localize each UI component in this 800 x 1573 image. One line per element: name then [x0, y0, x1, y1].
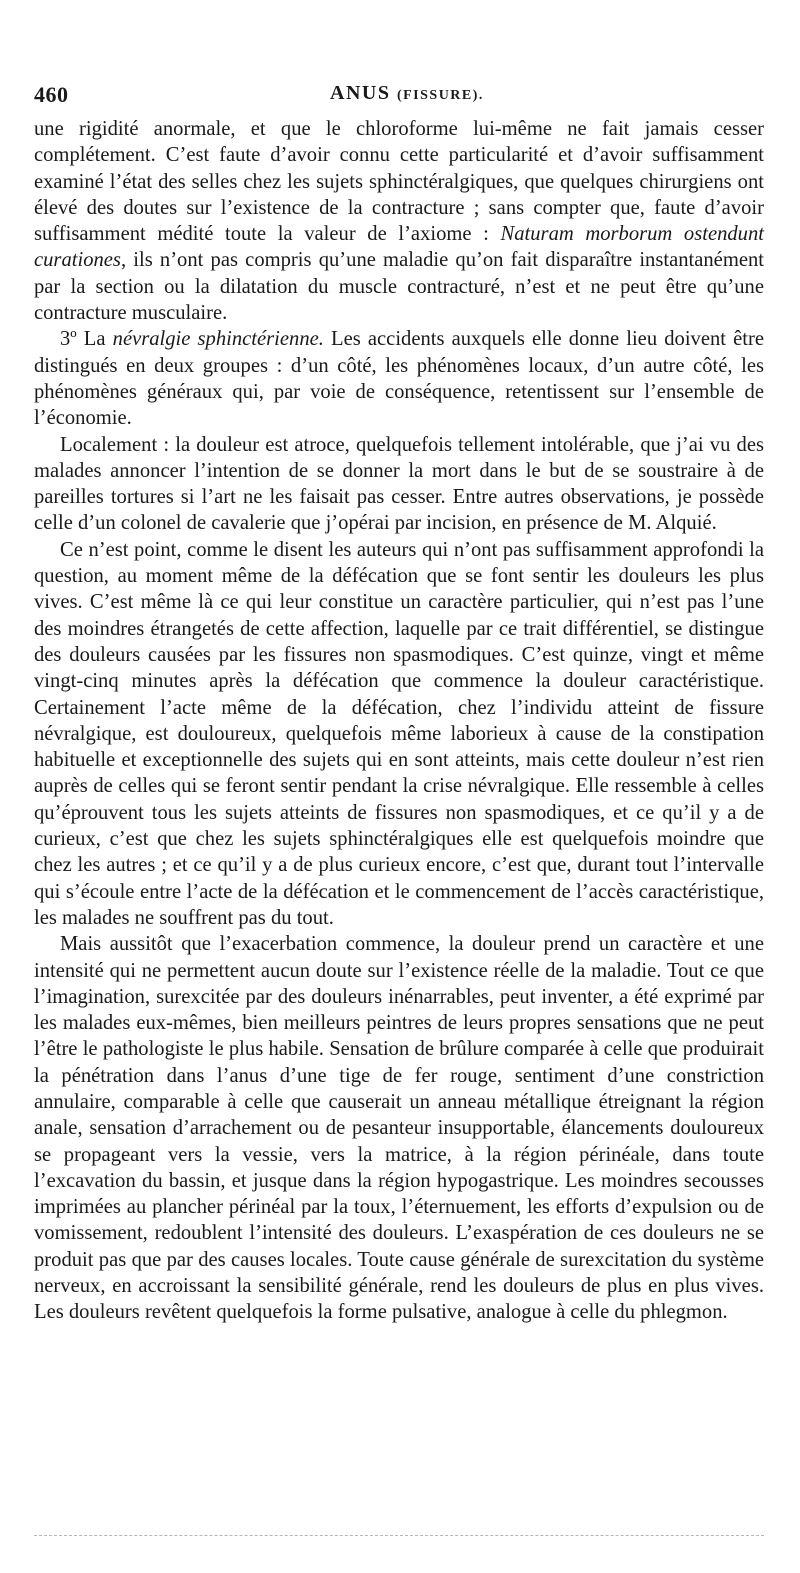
paragraph-4 [34, 537, 764, 931]
paragraph-5-text: Mais aussitôt que l’exacerbation commence, la douleur prend un caractère et une intensité qui ne permettent aucun doute sur l’existence réelle de la maladie. Tout ce que l’imagination, surexcitée par des douleurs inénarrables, peut inventer, a été exprimé par les malades eux-mêmes, bien meilleurs peintres de leurs propres sensations que ne peut l’être le pathologiste le plus habile. Sensation de brûlure comparée à celle que produirait la pénétration dans l’anus d’une tige de fer rouge, sentiment d’une constriction annulaire, comparable à celle que causerait un anneau métallique étreignant la région anale, sensation d’arrachement ou de pesanteur insupportable, élancements douloureux se propageant vers la vessie, vers la matrice, à la région périnéale, dans toute l’excavation du bassin, et jusque dans la région hypogastrique. Les moindres secousses imprimées au plancher périnéal par la toux, l’éternuement, les efforts d’expulsion ou de vomissement, redoublent l’intensité des douleurs. L’exaspération de ces douleurs ne se produit pas que par des causes locales. Toute cause générale de surexcitation du système nerveux, en accroissant la sensibilité générale, rend les douleurs de plus en plus vives. Les douleurs revêtent quelquefois la forme pulsative, analogue à celle du phlegmon. [34, 933, 764, 1324]
running-head-subtitle: (FISSURE). [396, 88, 484, 103]
page-number: 460 [34, 82, 69, 107]
paragraph-2 [34, 326, 764, 431]
latin-axiom: Naturam morborum ostendunt curationes [34, 223, 764, 272]
paragraph-1-text: une rigidité anormale, et que le chloroforme lui-même ne fait jamais cesser complétement. C’est faute d’avoir connu cette particularité et d’avoir suffisamment examiné l’état des selles chez les sujets sphinctéralgiques, que quelques chirurgiens ont élevé des doutes sur l’existence de la contracture ; sans compter que, faute d’avoir suffisamment médité toute la valeur de l’axiome : [34, 118, 764, 246]
paragraph-4-text: Ce n’est point, comme le disent les auteurs qui n’ont pas suffisamment approfondi la question, au moment même de la défécation que se font sentir les douleurs les plus vives. C’est même là ce qui leur constitue un caractère particulier, qui n’est pas l’une des moindres étrangetés de cette affection, laquelle par ce trait différentiel, se distingue des douleurs causées par les fissures non spasmodiques. C’est quinze, vingt et même vingt-cinq minutes après la défécation que commence la douleur caractéristique. Certainement l’acte même de la défécation, chez l’individu atteint de fissure névralgique, est douloureux, quelquefois même laborieux à cause de la constipation habituelle et exceptionnelle des sujets qui en sont atteints, mais cette douleur n’est rien auprès de celles qui se feront sentir pendant la crise névralgique. Elle ressemble à celles qu’éprouvent tous les sujets atteints de fissures non spasmodiques, et ce qu’il y a de curieux, c’est que chez les sujets sphinctéralgiques elle est quelquefois moindre que chez les autres ; et ce qu’il y a de plus curieux encore, c’est que, durant tout l’intervalle qui s’écoule entre l’acte de la défécation et le commencement de l’accès caractéristique, les malades ne souffrent pas du tout. [34, 538, 764, 929]
footer-rule [34, 1535, 764, 1536]
paragraph-3 [34, 432, 764, 537]
body-text [34, 116, 764, 1326]
paragraph-2-text: Les accidents auxquels elle donne lieu doivent être distingués en deux groupes : d’un côté, les phénomènes locaux, d’un autre côté, les phénomènes généraux qui, par voie de conséquence, retentissent sur l’ensemble de l’économie. [34, 328, 764, 430]
paragraph-5 [34, 931, 764, 1325]
paragraph-1-text-end: , ils n’ont pas compris qu’une maladie qu’on fait disparaître instantanément par la section ou la dilatation du muscle contracturé, n’est et ne peut être qu’une contracture musculaire. [34, 249, 764, 325]
paragraph-3-text: Localement : la douleur est atroce, quelquefois tellement intolérable, que j’ai vu des malades annoncer l’intention de se donner la mort dans le but de se soustraire à de pareilles tortures si l’art ne les faisait pas cesser. Entre autres observations, je possède celle d’un colonel de cavalerie que j’opérai par incision, en présence de M. Alquié. [34, 433, 764, 535]
section-heading: névralgie sphinctérienne. [112, 328, 324, 351]
section-number: 3º La [60, 328, 113, 351]
paragraph-1 [34, 116, 764, 326]
running-head [330, 82, 484, 105]
page-header [34, 82, 764, 112]
running-head-title: ANUS [330, 82, 391, 104]
